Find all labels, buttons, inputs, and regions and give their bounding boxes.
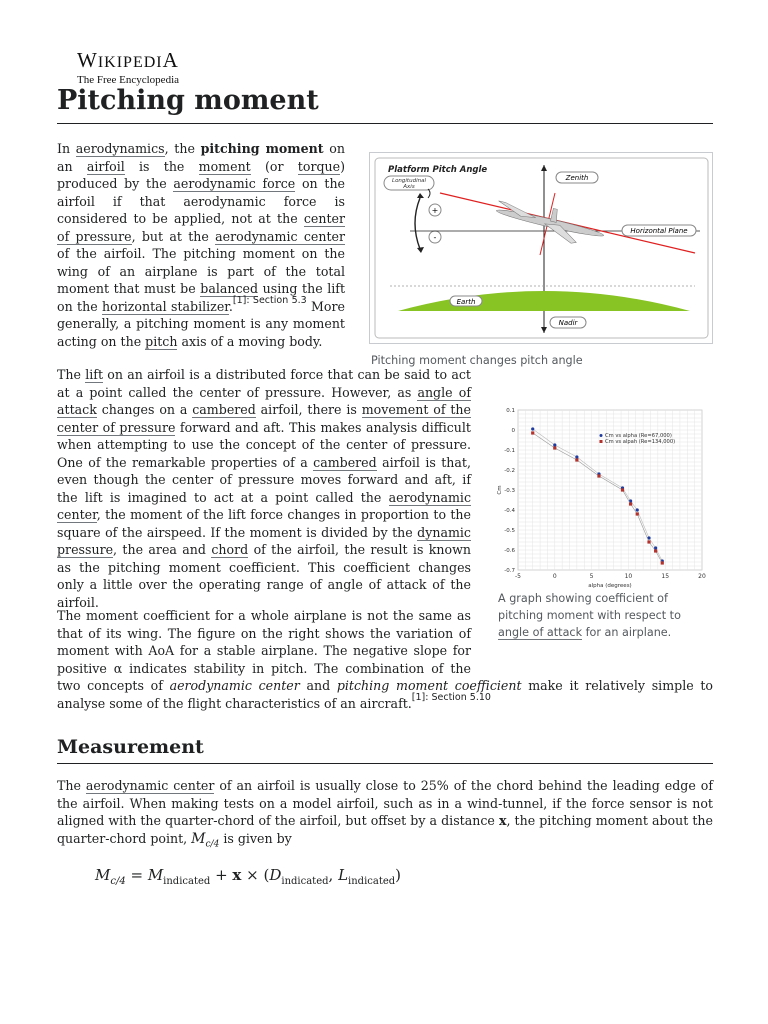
- link-movement-of-center-of-pressure[interactable]: movement of the center of pressure: [57, 402, 471, 435]
- legend-marker: [600, 434, 603, 437]
- data-point: [636, 512, 639, 515]
- link-cambered[interactable]: cambered: [192, 402, 256, 417]
- y-axis-label: Cm: [497, 485, 503, 495]
- y-tick-label: -0.2: [504, 468, 515, 474]
- y-tick-label: 0.1: [506, 408, 515, 414]
- legend-marker: [600, 440, 603, 443]
- data-point: [553, 446, 556, 449]
- paragraph-moment-coefficient: The moment coefficient for a whole airplane is not the same as that of its wing. The figure on the right shows the variation of moment with AoA for a stable airplane. The negative slope for positive α indicates stability in pitch. The combination of the two concepts of aerodynamic center and pitching moment coefficient make it relatively simple to analyse some of the flight characteristics of an aircraft.$^{[1]: Section 5.10}$: [57, 608, 714, 711]
- link-balanced[interactable]: balanced: [200, 281, 259, 296]
- link-aerodynamic-center-2[interactable]: aerodynamic center: [57, 489, 471, 522]
- data-point: [661, 561, 664, 564]
- nadir-label: Nadir: [558, 319, 578, 327]
- data-point: [531, 431, 534, 434]
- link-center-of-pressure[interactable]: center of pressure: [57, 211, 345, 244]
- cm-vs-alpha-chart: [494, 404, 712, 588]
- legend-label: Cm vs alpah (Re=134,000): [605, 439, 676, 445]
- y-tick-label: -0.6: [504, 548, 515, 554]
- link-aerodynamic-force[interactable]: aerodynamic force: [173, 176, 296, 191]
- intro-paragraph: In aerodynamics, the pitching moment on an airfoil is the moment (or torque) produced by the aerodynamic force on the airfoil if that aerodynamic force is considered to be applied, not at the center of pressure, but at the aerodynamic center of the airfoil. The pitching moment on the wing of an airplane is part of the total moment that must be balanced using the lift on the horizontal stabilizer.$^{[1]: Section 5.3}$ More generally, a pitching moment is any moment acting on the pitch axis of a moving body.: [57, 141, 346, 349]
- data-point: [647, 540, 650, 543]
- zenith-label: Zenith: [565, 174, 589, 182]
- title-divider: [57, 123, 713, 124]
- link-torque[interactable]: torque: [297, 158, 341, 174]
- svg-text:Axis: Axis: [403, 184, 415, 190]
- logo-tagline: The Free Encyclopedia: [77, 74, 180, 86]
- y-tick-label: -0.7: [504, 568, 515, 574]
- link-pitch[interactable]: pitch: [145, 333, 178, 349]
- reference-1[interactable]: [1]: Section 5.3: [232, 294, 307, 306]
- plus-label: +: [431, 206, 439, 215]
- link-caption-angle-of-attack[interactable]: angle of attack: [498, 626, 583, 639]
- y-tick-label: -0.3: [504, 488, 515, 494]
- link-chord[interactable]: chord: [211, 542, 249, 557]
- x-tick-label: -5: [515, 573, 521, 580]
- page-title: Pitching moment: [57, 85, 319, 116]
- data-point: [636, 508, 639, 511]
- pitching-moment-equation: $M_{c/4} = M_{indicated} + x \times (D_{indicated}$, $L_{indicated}$): [95, 866, 402, 887]
- figure-2-caption: A graph showing coefficient of pitching moment with respect to angle of attack for an airplane.: [498, 592, 681, 639]
- data-point: [531, 427, 534, 430]
- x-tick-label: 15: [661, 573, 670, 580]
- link-angle-of-attack[interactable]: angle of attack: [57, 384, 471, 417]
- diagram-title: Platform Pitch Angle: [388, 165, 488, 175]
- paragraph-lift: The lift on an airfoil is a distributed force that can be said to act at a point called the center of pressure. However, as angle of attack changes on a cambered airfoil, there is movement of the center of pressure forward and aft. This makes analysis difficult when attempting to use the concept of the center of pressure. One of the remarkable properties of a cambered airfoil is that, even though the center of pressure moves forward and aft, if the lift is imagined to act at a point called the aerodynamic center, the moment of the lift force changes in proportion to the square of the airspeed. If the moment is divided by the dynamic pressure, the area and chord of the airfoil, the result is known as the pitching moment coefficient. This coefficient changes only a little over the operating range of angle of attack of the airfoil.: [57, 367, 472, 610]
- x-axis-label: alpha (degrees): [588, 583, 632, 588]
- x-tick-label: 20: [698, 573, 706, 580]
- svg-text:Longitudinal: Longitudinal: [392, 178, 426, 184]
- link-aerodynamic-center-3[interactable]: aerodynamic center: [85, 778, 215, 793]
- data-point: [629, 502, 632, 505]
- link-horizontal-stabilizer[interactable]: horizontal stabilizer: [102, 298, 229, 314]
- earth-label: Earth: [456, 298, 476, 306]
- link-airfoil[interactable]: airfoil: [86, 158, 125, 174]
- pitch-angle-figure: [369, 152, 713, 344]
- section-divider: [57, 763, 713, 764]
- link-aerodynamics[interactable]: aerodynamics: [75, 141, 165, 156]
- figure-1-caption: Pitching moment changes pitch angle: [371, 354, 583, 367]
- x-tick-label: 0: [552, 573, 557, 580]
- y-tick-label: -0.1: [504, 448, 515, 454]
- link-cambered-2[interactable]: cambered: [313, 454, 377, 470]
- data-point: [575, 455, 578, 458]
- section-heading-measurement: Measurement: [57, 736, 204, 758]
- x-tick-label: 5: [589, 573, 594, 580]
- logo-wordmark: WIKIPEDIA: [77, 48, 179, 72]
- legend-label: Cm vs alpha (Re=67,000): [605, 433, 672, 439]
- link-dynamic-pressure[interactable]: dynamic pressure: [57, 524, 471, 557]
- data-point: [654, 549, 657, 552]
- y-tick-label: -0.4: [504, 508, 515, 514]
- data-point: [621, 488, 624, 491]
- y-tick-label: -0.5: [504, 528, 515, 534]
- wikipedia-logo[interactable]: [77, 50, 179, 87]
- minus-label: -: [433, 233, 437, 242]
- data-point: [597, 474, 600, 477]
- reference-2[interactable]: [1]: Section 5.10: [411, 691, 491, 703]
- pitch-angle-diagram: [370, 153, 712, 343]
- y-tick-label: 0: [511, 428, 515, 434]
- paragraph-measurement: The aerodynamic center of an airfoil is usually close to 25% of the chord behind the leading edge of the airfoil. When making tests on a model airfoil, such as in a wind-tunnel, if the force sensor is not aligned with the quarter-chord of the airfoil, but offset by a distance x, the pitching moment about the quarter-chord point, $M_{c/4}$ is given by: [57, 778, 713, 850]
- x-tick-label: 10: [624, 573, 633, 580]
- data-point: [553, 443, 556, 446]
- link-aerodynamic-center[interactable]: aerodynamic center: [215, 228, 345, 244]
- link-moment[interactable]: moment: [198, 158, 251, 174]
- horizontal-plane-label: Horizontal Plane: [630, 227, 688, 235]
- data-point: [575, 458, 578, 461]
- link-lift[interactable]: lift: [85, 367, 104, 382]
